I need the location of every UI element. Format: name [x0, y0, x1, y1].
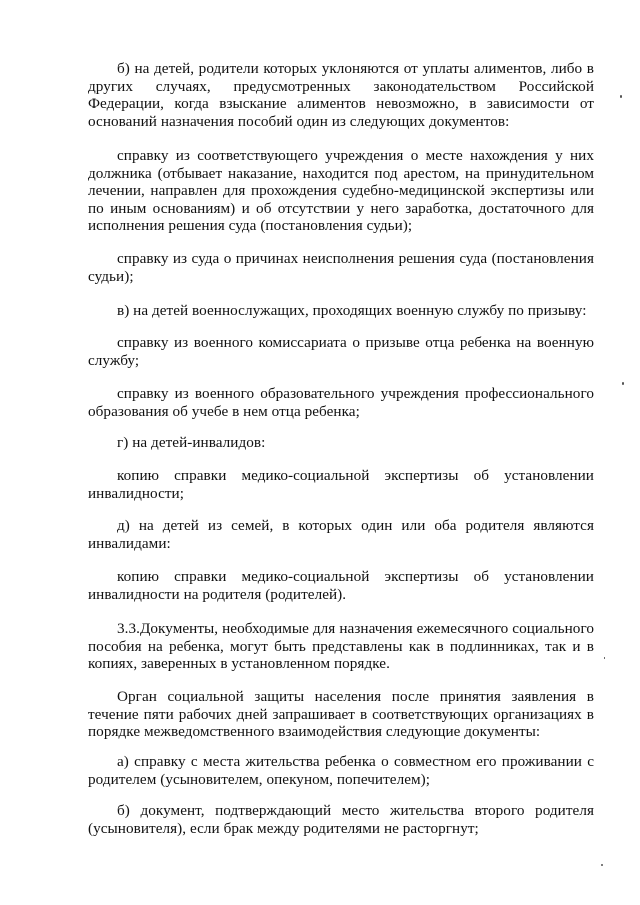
- scan-speck: [604, 657, 605, 659]
- paragraph-13: а) справку с места жительства ребенка о совместном его проживании с родителем (усыновителем, опекуном, попечителем);: [88, 753, 594, 788]
- paragraph-3: справку из суда о причинах неисполнения решения суда (постановления судьи);: [88, 250, 594, 285]
- paragraph-4: в) на детей военнослужащих, проходящих военную службу по призыву:: [117, 302, 587, 319]
- scan-speck: [601, 864, 603, 866]
- paragraph-1: б) на детей, родители которых уклоняются от уплаты алиментов, либо в других случаях, предусмотренных законодательством Российской Федерации, когда взыскание алиментов невозможно, в зависимости от оснований назначения пособий один из следующих документов:: [88, 60, 594, 130]
- scan-speck: [622, 382, 624, 385]
- paragraph-10: копию справки медико-социальной экспертизы об установлении инвалидности на родителя (родителей).: [88, 568, 594, 603]
- paragraph-9: д) на детей из семей, в которых один или оба родителя являются инвалидами:: [88, 517, 594, 552]
- paragraph-5: справку из военного комиссариата о призыве отца ребенка на военную службу;: [88, 334, 594, 369]
- paragraph-11: 3.3.Документы, необходимые для назначения ежемесячного социального пособия на ребенка, могут быть представлены как в подлинниках, так и в копиях, заверенных в установленном порядке.: [88, 620, 594, 673]
- paragraph-6: справку из военного образовательного учреждения профессионального образования об учебе в нем отца ребенка;: [88, 385, 594, 420]
- paragraph-12: Орган социальной защиты населения после принятия заявления в течение пяти рабочих дней запрашивает в соответствующих организациях в порядке межведомственного взаимодействия следующие документы:: [88, 688, 594, 741]
- paragraph-2: справку из соответствующего учреждения о месте нахождения у них должника (отбывает наказание, находится под арестом, на принудительном лечении, направлен для прохождения судебно-медицинской экспертизы или по иным основаниям) и об отсутствии у него заработка, достаточного для исполнения решения суда (постановления судьи);: [88, 147, 594, 235]
- scan-speck: [620, 95, 622, 98]
- paragraph-7: г) на детей-инвалидов:: [117, 434, 266, 451]
- paragraph-14: б) документ, подтверждающий место жительства второго родителя (усыновителя), если брак между родителями не расторгнут;: [88, 802, 594, 837]
- paragraph-8: копию справки медико-социальной экспертизы об установлении инвалидности;: [88, 467, 594, 502]
